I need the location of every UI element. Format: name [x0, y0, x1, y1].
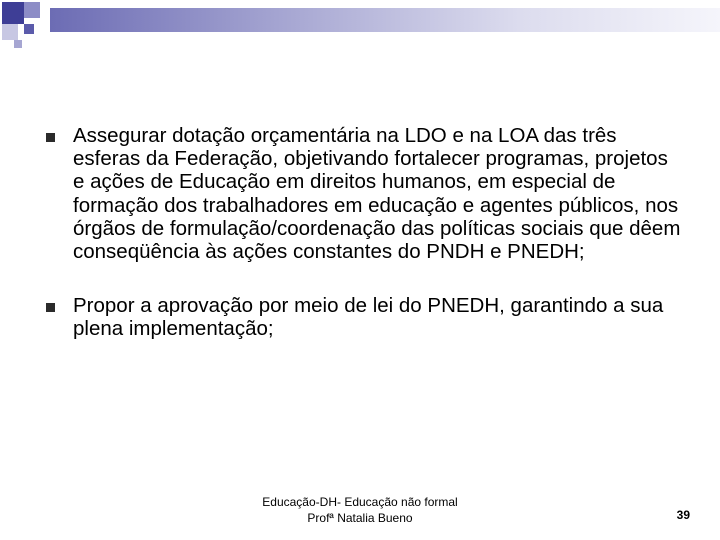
- bullet-item-1: [46, 124, 696, 263]
- footer-text: [230, 494, 490, 526]
- corner-square-mid: [24, 2, 40, 18]
- slide-content: [46, 124, 696, 341]
- corner-square-small: [24, 24, 34, 34]
- bullet-item-2: [46, 294, 696, 340]
- square-bullet-icon: [46, 303, 55, 312]
- square-bullet-icon: [46, 133, 55, 142]
- bullet-text-2: Propor a aprovação por meio de lei do PNEDH, garantindo a sua plena implementação;: [73, 294, 664, 341]
- page-number: 39: [676, 508, 690, 522]
- header-gradient-bar: [50, 8, 720, 32]
- corner-square-tiny: [14, 40, 22, 48]
- bullet-text-1: Assegurar dotação orçamentária na LDO e na LOA das três esferas da Federação, objetivando fortalecer programas, projetos e ações de Educação em direitos humanos, em especial de formação dos trabalhadores em educação e agentes públicos, nos órgãos de formulação/coordenação das políticas sociais que dêem conseqüência às ações constantes do PNDH e PNEDH;: [73, 124, 681, 264]
- footer-line-1: Educação-DH- Educação não formal: [262, 495, 458, 509]
- corner-square-dark: [2, 2, 24, 24]
- corner-square-light: [2, 24, 18, 40]
- footer-line-2: Profª Natalia Bueno: [307, 511, 413, 525]
